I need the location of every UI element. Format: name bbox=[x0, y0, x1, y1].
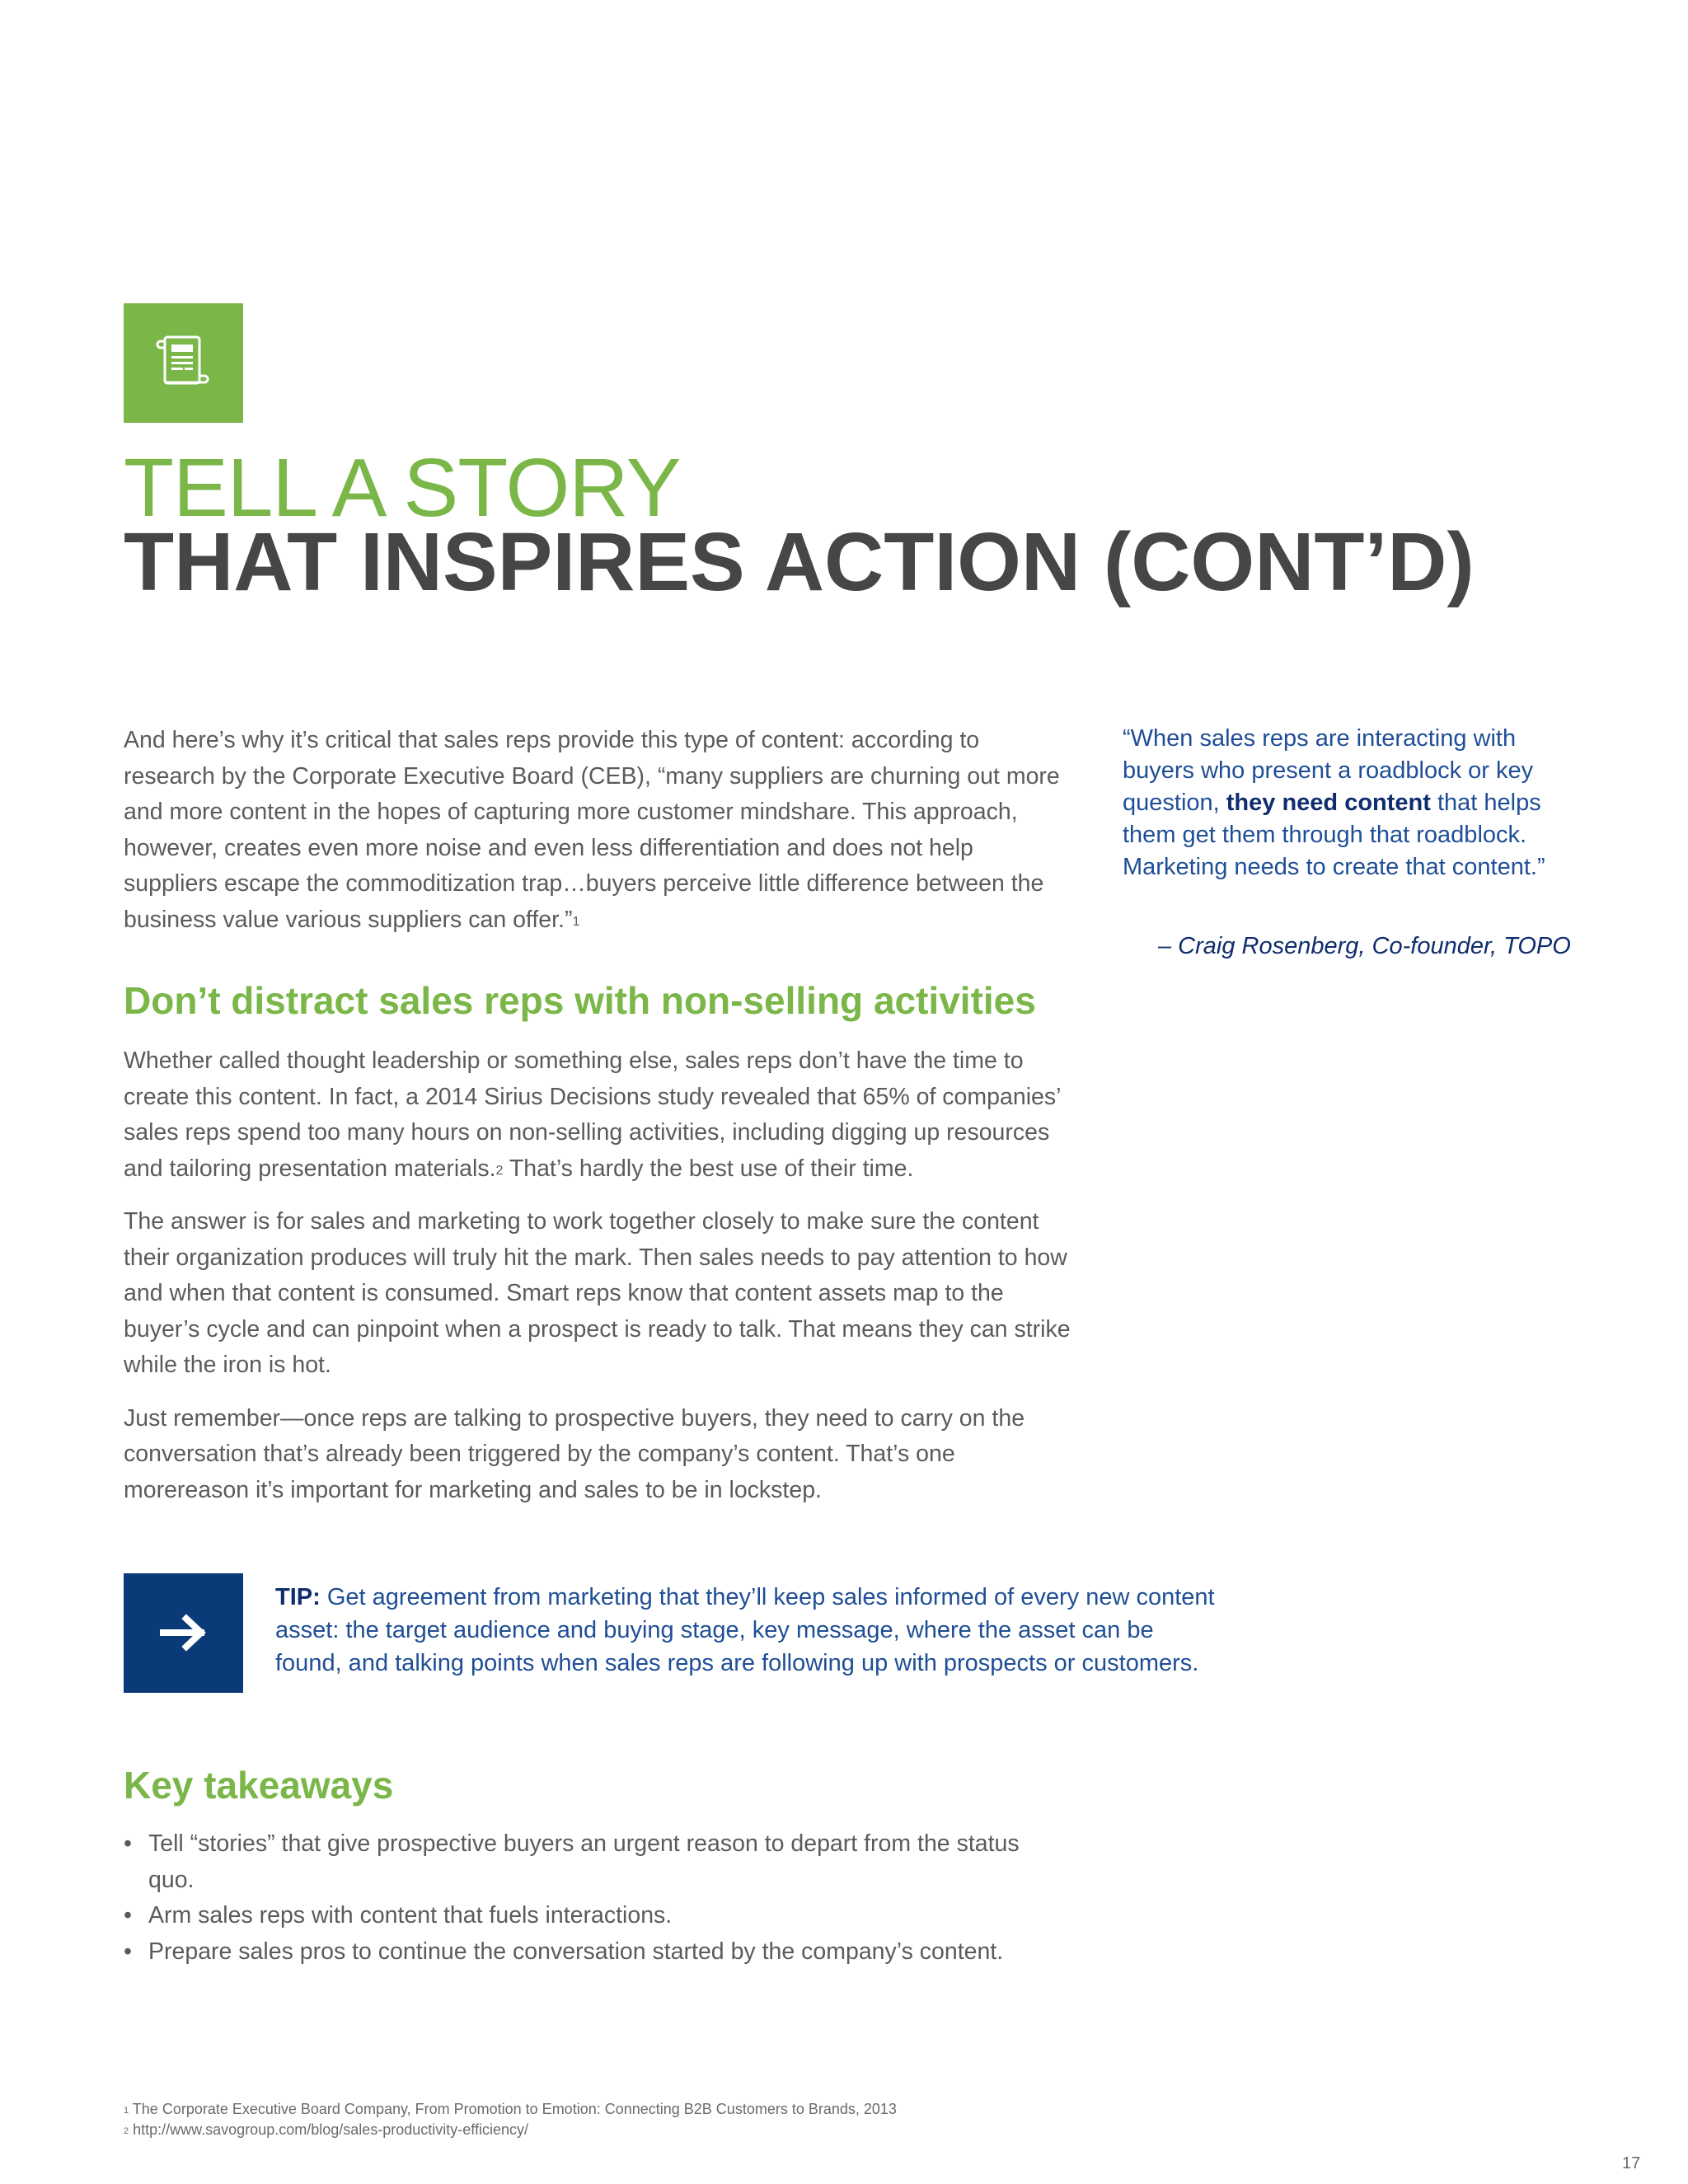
pull-quote bbox=[1123, 723, 1568, 883]
list-item bbox=[124, 1898, 1047, 1934]
section-icon-block bbox=[124, 303, 243, 423]
section-heading-takeaways: Key takeaways bbox=[124, 1764, 394, 1807]
scroll-document-icon bbox=[153, 333, 213, 393]
footnote bbox=[124, 2120, 897, 2140]
footnote-number: 2 bbox=[124, 2126, 129, 2136]
tip-icon-block bbox=[124, 1573, 243, 1693]
page-title-line2: THAT INSPIRES ACTION (CONT’D) bbox=[124, 516, 1475, 608]
tip-label: TIP: bbox=[275, 1584, 321, 1610]
page-number: 17 bbox=[1622, 2154, 1641, 2172]
quote-attribution: – Craig Rosenberg, Co-founder, TOPO bbox=[1158, 933, 1571, 959]
paragraph-text: Whether called thought leadership or something else, sales reps don’t have the time to create this content. In fact, a 2014 Sirius Decisions study revealed that 65% of companies’ sales reps spend too many hours on non-selling activities, including digging up resources and tailoring presentation materials. bbox=[124, 1047, 1061, 1182]
tip-body: Get agreement from marketing that they’ll keep sales informed of every new content asset: the target audience and buying stage, key message, where the asset can be found, and talking points when sales reps are following up with prospects or customers. bbox=[275, 1584, 1215, 1676]
intro-text: And here’s why it’s critical that sales reps provide this type of content: according to research by the Corporate Executive Board (CEB), “many suppliers are churning out more and more content in the hopes of capturing more customer mindshare. This approach, however, creates even more noise and even less differentiation and does not help suppliers escape the commoditization trap…buyers perceive little difference between the business value various suppliers can offer.” bbox=[124, 727, 1060, 933]
footnote bbox=[124, 2099, 897, 2120]
section-heading-distract: Don’t distract sales reps with non-selling activities bbox=[124, 979, 1036, 1022]
list-item-text: Tell “stories” that give prospective buyers an urgent reason to depart from the status quo. bbox=[148, 1830, 1020, 1893]
takeaways-list bbox=[124, 1826, 1047, 1970]
section-distract-body bbox=[124, 1043, 1071, 1526]
intro-paragraph bbox=[124, 723, 1071, 955]
list-item bbox=[124, 1826, 1047, 1898]
paragraph-text: That’s hardly the best use of their time. bbox=[503, 1155, 914, 1182]
footnote-ref-1: 1 bbox=[572, 914, 580, 929]
footnote-link-text: http://www.savogroup.com/blog/sales-productivity-efficiency/ bbox=[129, 2121, 529, 2138]
quote-text-start: “When sales reps are interacting with buyers who present a roadblock or key question, bbox=[1123, 725, 1534, 816]
bullet-icon: • bbox=[124, 1830, 132, 1857]
footnotes bbox=[124, 2099, 897, 2140]
quote-text-end: that helps them get them through that roadblock. Marketing needs to create that content.” bbox=[1123, 790, 1545, 880]
footnote-ref-2: 2 bbox=[495, 1163, 504, 1178]
paragraph: Just remember—once reps are talking to prospective buyers, they need to carry on the conversation that’s already been triggered by the company’s content. That’s one morereason it’s important for marketing and sales to be in lockstep. bbox=[124, 1404, 1025, 1503]
paragraph: The answer is for sales and marketing to work together closely to make sure the content their organization produces will truly hit the mark. Then sales needs to pay attention to how and when that content is consumed. Smart reps know that content assets map to the buyer’s cycle and can pinpoint when a prospect is ready to talk. That means they can strike while the iron is hot. bbox=[124, 1208, 1071, 1378]
footnote-number: 1 bbox=[124, 2106, 129, 2116]
bullet-icon: • bbox=[124, 1902, 132, 1929]
arrow-right-icon bbox=[124, 1573, 243, 1693]
list-item-text: Prepare sales pros to continue the conversation started by the company’s content. bbox=[148, 1938, 1004, 1965]
bullet-icon: • bbox=[124, 1938, 132, 1965]
tip-text bbox=[275, 1581, 1223, 1680]
list-item-text: Arm sales reps with content that fuels interactions. bbox=[148, 1902, 673, 1929]
quote-text-emphasis: they need content bbox=[1226, 790, 1431, 816]
page-title-line1: TELL A STORY bbox=[124, 442, 681, 534]
list-item bbox=[124, 1934, 1047, 1971]
paragraph bbox=[124, 1043, 1071, 1187]
footnote-text: The Corporate Executive Board Company, From Promotion to Emotion: Connecting B2B Customers to Brands, 2013 bbox=[129, 2101, 897, 2117]
